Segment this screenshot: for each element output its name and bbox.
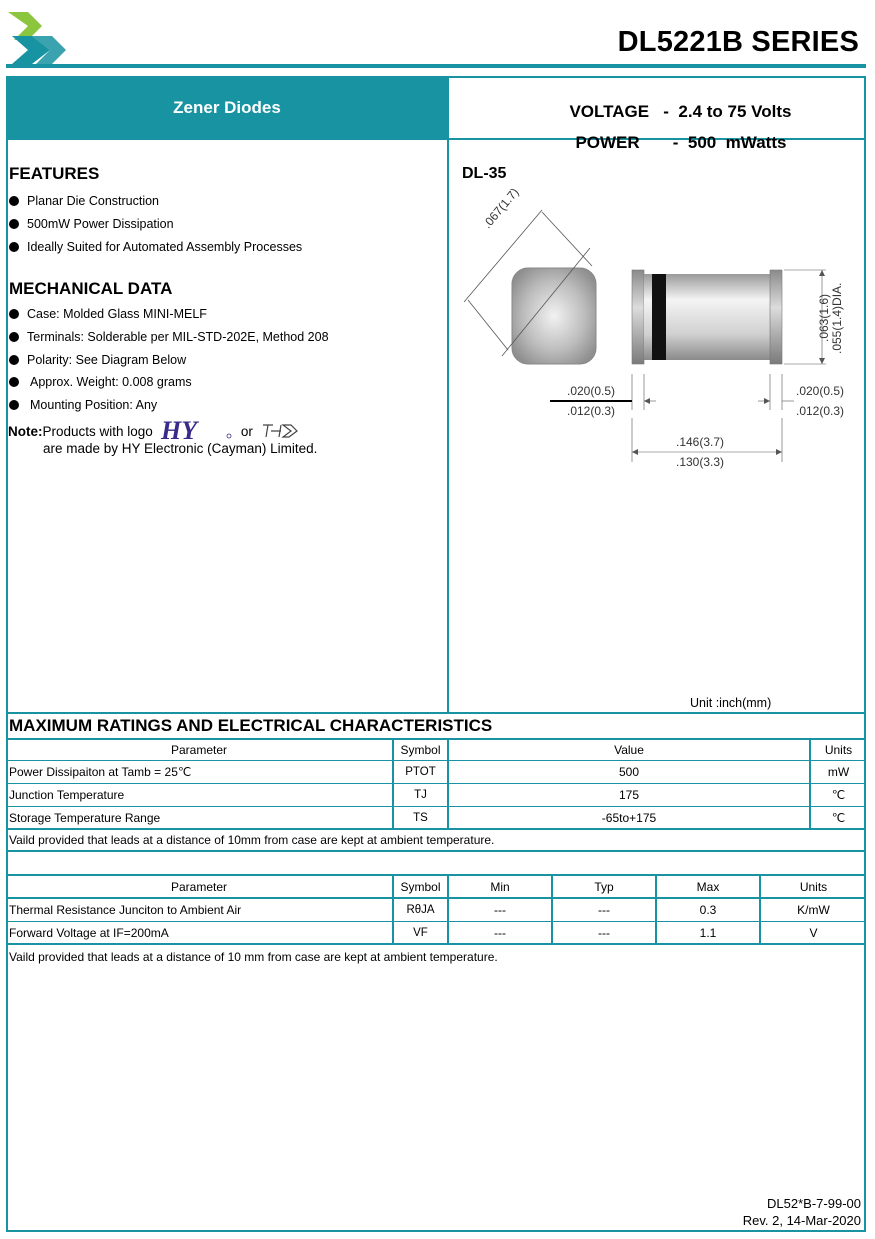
title-rule bbox=[6, 64, 866, 68]
ratings-title: MAXIMUM RATINGS AND ELECTRICAL CHARACTERISTICS bbox=[9, 716, 493, 735]
list-item: 500mW Power Dissipation bbox=[9, 212, 439, 235]
bullet-icon bbox=[9, 400, 19, 410]
dim-lead-max-left: .020(0.5) bbox=[567, 384, 616, 398]
header-min: Min bbox=[490, 879, 510, 894]
thermal-symbol: VF bbox=[413, 926, 428, 939]
ratings-param: Storage Temperature Range bbox=[9, 810, 161, 825]
thermal-typ: --- bbox=[598, 925, 610, 940]
list-item: Planar Die Construction bbox=[9, 189, 439, 212]
list-item: Case: Molded Glass MINI-MELF bbox=[9, 302, 439, 325]
thermal-typ: --- bbox=[598, 903, 610, 917]
table-rule bbox=[6, 850, 866, 852]
dim-lead-max-right: .020(0.5) bbox=[796, 384, 845, 398]
list-item: Polarity: See Diagram Below bbox=[9, 348, 439, 371]
dim-dia-max: .063(1.6) bbox=[817, 293, 831, 342]
thermal-max: 1.1 bbox=[699, 925, 717, 940]
header-units: Units bbox=[824, 743, 853, 757]
header-parameter: Parameter bbox=[170, 743, 228, 757]
bullet-icon bbox=[9, 309, 19, 319]
list-item: Terminals: Solderable per MIL-STD-202E, Method 208 bbox=[9, 325, 439, 348]
header-parameter: Parameter bbox=[170, 879, 228, 894]
header-symbol: Symbol bbox=[400, 879, 441, 894]
table-rule bbox=[6, 943, 866, 945]
ratings-value: 175 bbox=[618, 788, 640, 802]
logo-note-line2: are made by HY Electronic (Cayman) Limited. bbox=[43, 441, 318, 456]
ratings-symbol: PTOT bbox=[405, 766, 436, 778]
dim-lead-min-right: .012(0.3) bbox=[796, 404, 845, 418]
ratings-units: ℃ bbox=[831, 810, 846, 825]
ratings-value: 500 bbox=[618, 765, 640, 779]
logo-note: Note: Products with logo HY or bbox=[8, 418, 309, 444]
thermal-note: Vaild provided that leads at a distance of 10 mm from case are kept at ambient temperature. bbox=[9, 950, 498, 964]
hy-outline-logo-icon bbox=[261, 419, 309, 443]
company-logo-icon bbox=[6, 10, 66, 66]
bullet-icon bbox=[9, 242, 19, 252]
page-title: DL5221B SERIES bbox=[617, 26, 859, 58]
dim-lead-min-left: .012(0.3) bbox=[567, 404, 616, 418]
ratings-symbol: TS bbox=[413, 811, 428, 824]
header-units: Units bbox=[799, 879, 828, 894]
ratings-divider bbox=[6, 712, 866, 714]
revision: Rev. 2, 14-Mar-2020 bbox=[742, 1213, 861, 1228]
header-symbol: Symbol bbox=[400, 743, 441, 757]
thermal-units: V bbox=[809, 925, 818, 940]
bullet-icon bbox=[9, 377, 19, 387]
list-item: Ideally Suited for Automated Assembly Processes bbox=[9, 235, 439, 258]
ratings-symbol: TJ bbox=[414, 789, 427, 801]
thermal-symbol: RθJA bbox=[406, 904, 435, 916]
column-divider bbox=[447, 76, 449, 714]
list-item: Mounting Position: Any bbox=[9, 393, 439, 416]
thermal-min: --- bbox=[494, 903, 506, 917]
ratings-units: mW bbox=[827, 765, 850, 779]
ratings-units: ℃ bbox=[831, 788, 846, 802]
doc-code: DL52*B-7-99-00 bbox=[767, 1196, 861, 1211]
header-max: Max bbox=[696, 879, 720, 894]
dim-dia-min: .055(1.4)DIA. bbox=[830, 282, 844, 354]
thermal-param: Thermal Resistance Junciton to Ambient Air bbox=[9, 903, 242, 917]
header-value: Value bbox=[614, 743, 644, 757]
list-item: Approx. Weight: 0.008 grams bbox=[9, 371, 439, 393]
bullet-icon bbox=[9, 196, 19, 206]
bullet-icon bbox=[9, 332, 19, 342]
voltage-spec: VOLTAGE - 2.4 to 75 Volts bbox=[569, 102, 792, 121]
svg-text:HY: HY bbox=[160, 418, 197, 444]
product-type-banner: Zener Diodes bbox=[6, 76, 448, 139]
bullet-icon bbox=[9, 355, 19, 365]
package-drawing bbox=[450, 190, 864, 480]
features-title: FEATURES bbox=[9, 164, 100, 183]
thermal-max: 0.3 bbox=[699, 903, 717, 917]
ratings-value: -65to+175 bbox=[601, 810, 657, 825]
thermal-units: K/mW bbox=[797, 903, 830, 917]
ratings-param: Power Dissipaiton at Tamb = 25℃ bbox=[9, 765, 192, 779]
ratings-param: Junction Temperature bbox=[9, 788, 125, 802]
mechanical-list bbox=[9, 302, 439, 416]
features-list bbox=[9, 189, 439, 258]
thermal-param: Forward Voltage at IF=200mA bbox=[9, 925, 169, 940]
unit-note: Unit :inch(mm) bbox=[690, 696, 772, 710]
dim-end-diag: .067(1.7) bbox=[480, 185, 522, 231]
thermal-min: --- bbox=[494, 925, 506, 940]
ratings-note: Vaild provided that leads at a distance of 10mm from case are kept at ambient temperature. bbox=[9, 833, 495, 847]
bullet-icon bbox=[9, 219, 19, 229]
package-name: DL-35 bbox=[462, 165, 507, 182]
header-typ: Typ bbox=[594, 879, 614, 894]
mechanical-title: MECHANICAL DATA bbox=[9, 279, 173, 298]
dim-len-max: .146(3.7) bbox=[676, 435, 725, 449]
power-spec: POWER - 500 mWatts bbox=[575, 133, 787, 152]
dim-len-min: .130(3.3) bbox=[676, 455, 725, 469]
